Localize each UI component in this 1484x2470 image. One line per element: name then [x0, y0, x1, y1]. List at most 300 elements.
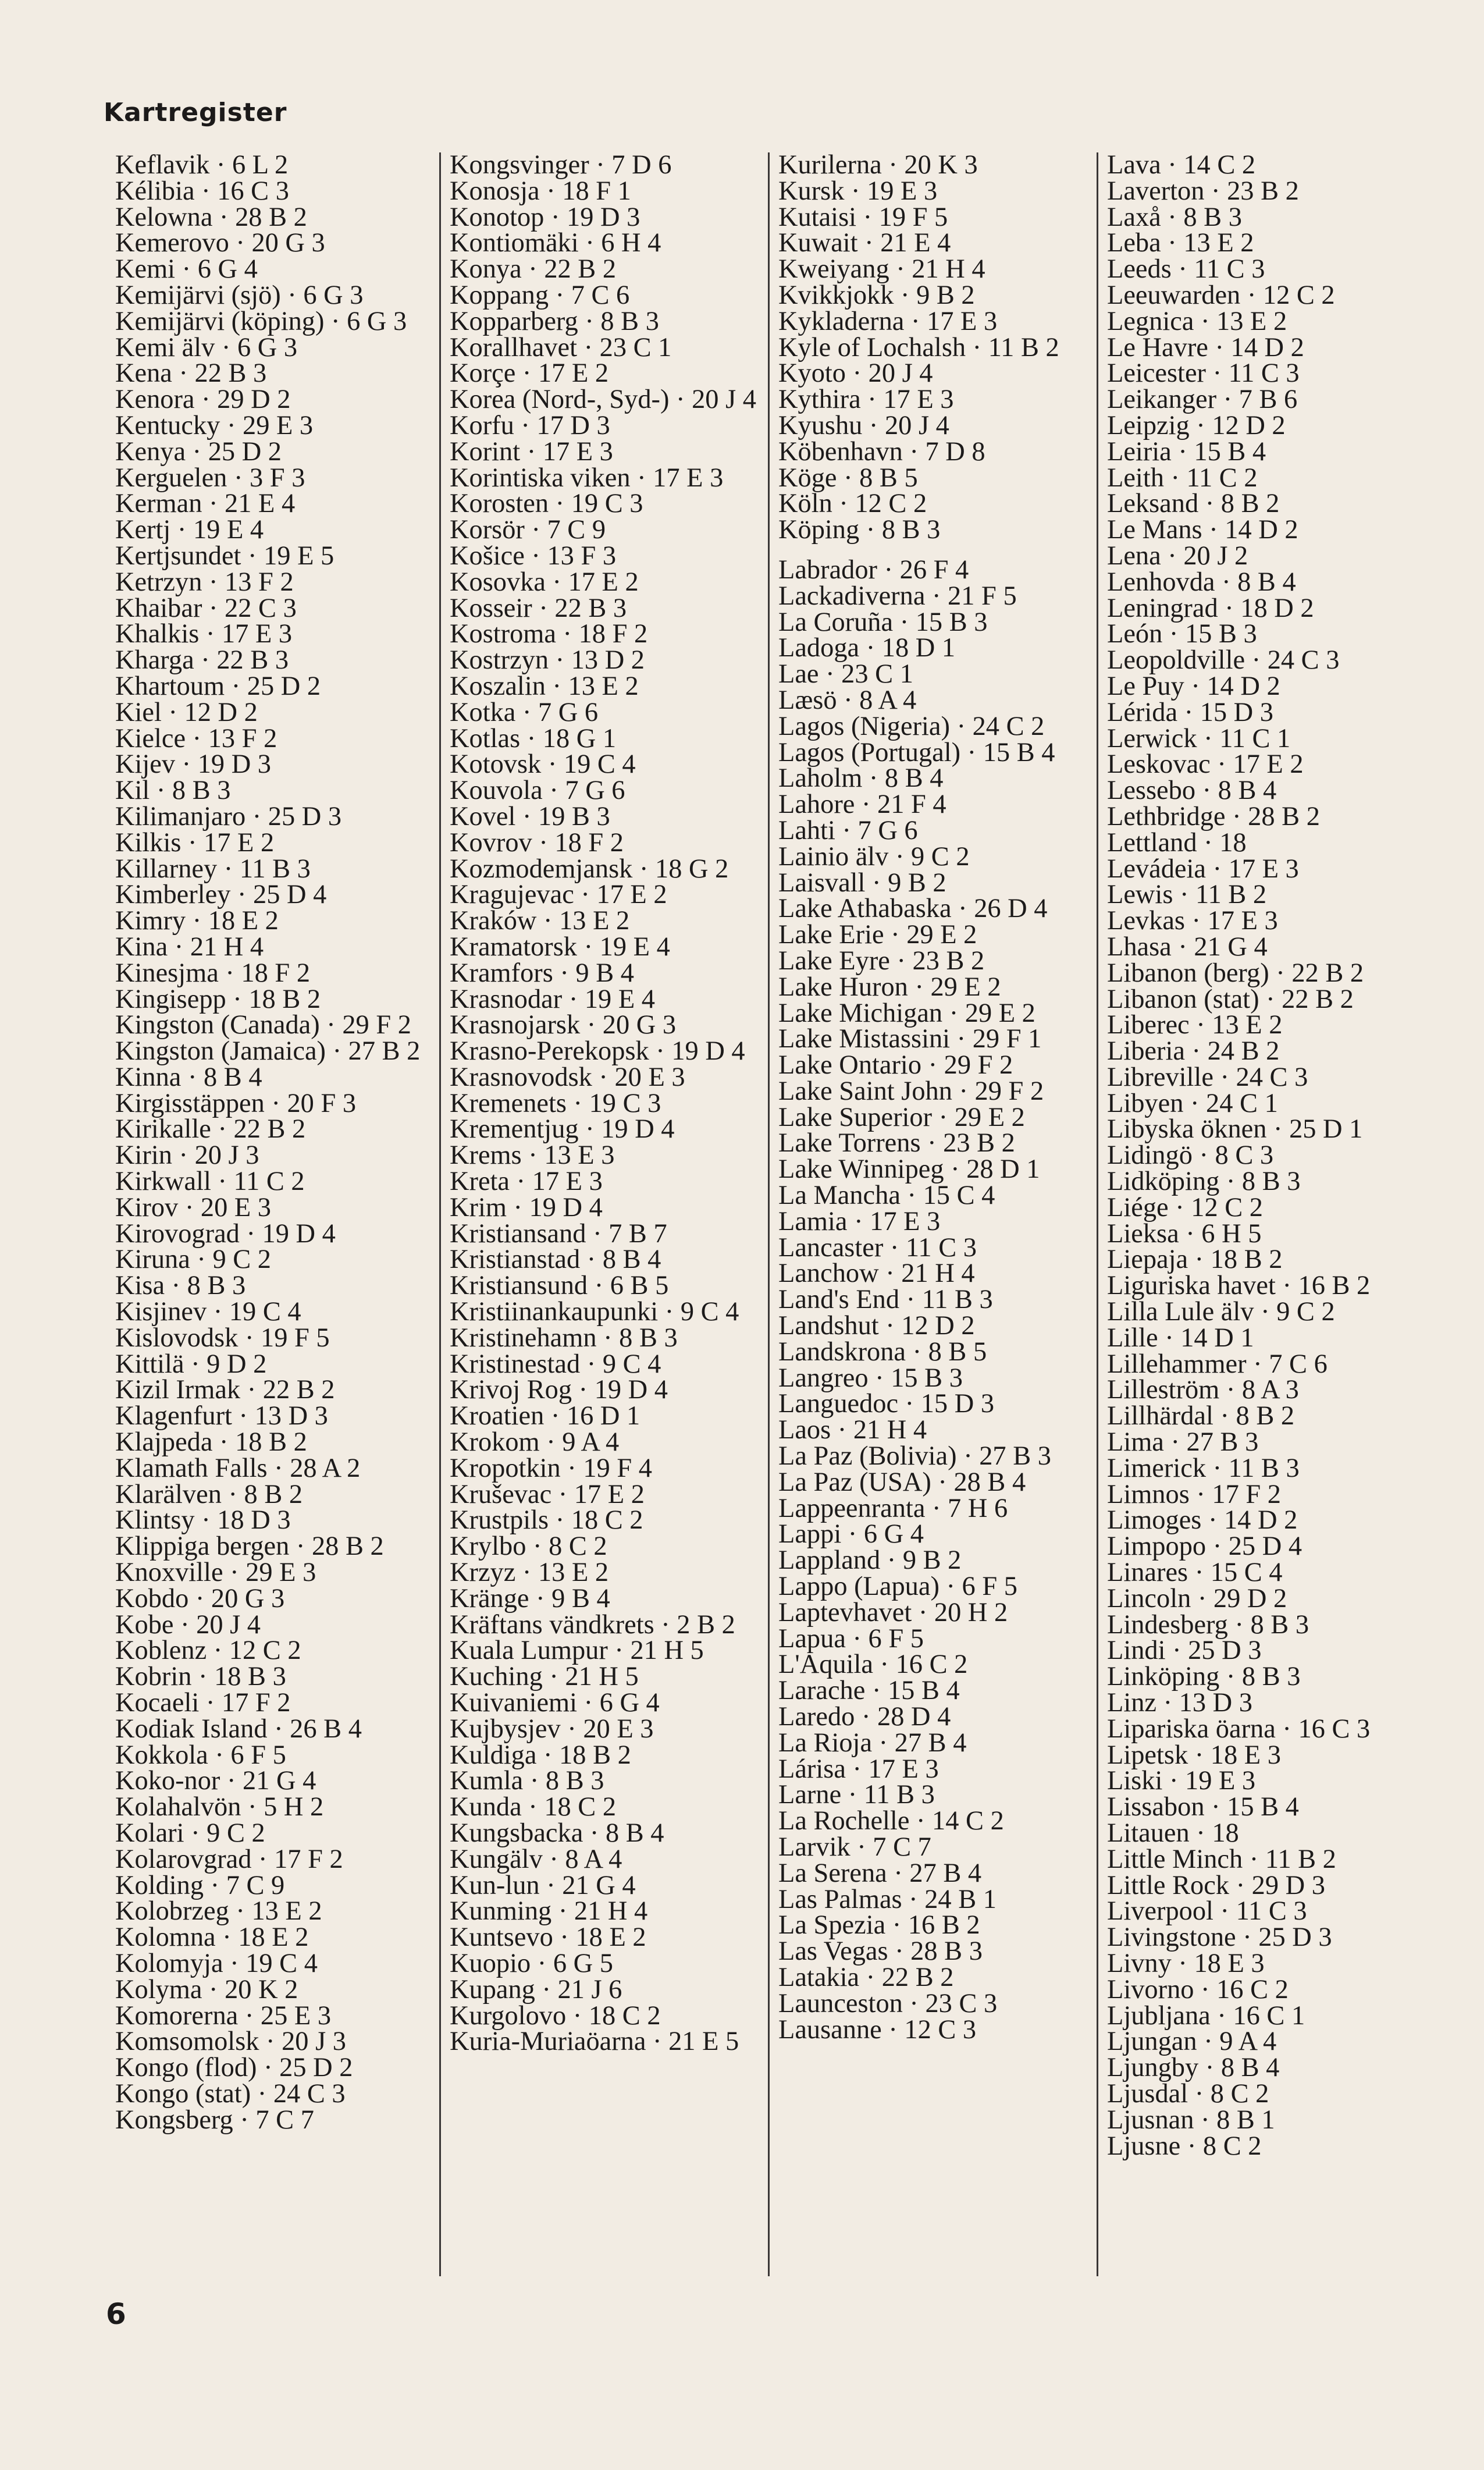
index-entry: Kingisepp · 18 B 2: [115, 984, 321, 1014]
index-entry: Kremenets · 19 C 3: [450, 1088, 661, 1118]
index-entry: Kotka · 7 G 6: [450, 697, 599, 727]
index-entry: Le Havre · 14 D 2: [1107, 332, 1304, 362]
index-entry: Kokkola · 6 F 5: [115, 1740, 286, 1770]
index-entry: Krasnovodsk · 20 E 3: [450, 1062, 685, 1092]
index-entry: Krementjug · 19 D 4: [450, 1114, 675, 1145]
index-entry: Kobrin · 18 B 3: [115, 1662, 286, 1692]
index-entry: Kisjinev · 19 C 4: [115, 1297, 301, 1327]
index-column-3: [778, 152, 1092, 2043]
index-entry: Kongo (stat) · 24 C 3: [115, 2078, 346, 2109]
index-entry: Kopparberg · 8 B 3: [450, 306, 659, 336]
index-entry: Lappo (Lapua) · 6 F 5: [778, 1572, 1017, 1602]
index-entry: Kilimanjaro · 25 D 3: [115, 801, 342, 831]
index-entry: Korfu · 17 D 3: [450, 410, 610, 440]
index-entry: Konosja · 18 F 1: [450, 176, 631, 206]
index-entry: Laxå · 8 B 3: [1107, 202, 1242, 232]
index-entry: Lake Ontario · 29 F 2: [778, 1050, 1013, 1081]
index-entry: Kvikkjokk · 9 B 2: [778, 280, 975, 310]
index-entry: Köge · 8 B 5: [778, 463, 918, 493]
index-entry: Klagenfurt · 13 D 3: [115, 1401, 328, 1431]
index-entry: Kristiansund · 6 B 5: [450, 1271, 669, 1301]
index-entry: Latakia · 22 B 2: [778, 1962, 954, 1992]
index-entry: Kielce · 13 F 2: [115, 723, 277, 754]
index-entry: Khartoum · 25 D 2: [115, 671, 321, 701]
index-entry: Kostrzyn · 13 D 2: [450, 645, 645, 676]
index-entry: Lessebo · 8 B 4: [1107, 776, 1277, 806]
index-entry: Konotop · 19 D 3: [450, 202, 640, 232]
index-entry: Kolomna · 18 E 2: [115, 1922, 309, 1953]
index-entry: Kemi älv · 6 G 3: [115, 332, 298, 362]
index-entry: Lhasa · 21 G 4: [1107, 932, 1268, 962]
index-entry: Kittilä · 9 D 2: [115, 1349, 267, 1379]
index-entry: Kil · 8 B 3: [115, 776, 231, 806]
index-entry: Lappland · 9 B 2: [778, 1545, 962, 1576]
index-entry: Kemi · 6 G 4: [115, 254, 258, 285]
index-entry: Kruševac · 17 E 2: [450, 1479, 645, 1509]
index-entry: Krustpils · 18 C 2: [450, 1505, 643, 1536]
index-entry: Kyushu · 20 J 4: [778, 410, 949, 440]
index-column-4: [1107, 152, 1421, 2159]
index-entry: Kemijärvi (sjö) · 6 G 3: [115, 280, 364, 310]
index-entry: Kolomyja · 19 C 4: [115, 1948, 318, 1978]
index-entry: Kirov · 20 E 3: [115, 1192, 271, 1222]
index-entry: Lille · 14 D 1: [1107, 1323, 1254, 1353]
index-entry: Kweiyang · 21 H 4: [778, 254, 985, 285]
column-divider: [1097, 152, 1098, 2276]
index-entry: Læsö · 8 A 4: [778, 685, 917, 715]
index-entry: Lappi · 6 G 4: [778, 1519, 924, 1549]
index-entry: Kerguelen · 3 F 3: [115, 463, 305, 493]
index-entry: Kisa · 8 B 3: [115, 1271, 246, 1301]
index-entry: Kiruna · 9 C 2: [115, 1245, 271, 1275]
index-entry: Klintsy · 18 D 3: [115, 1505, 291, 1536]
index-entry: Kertjsundet · 19 E 5: [115, 541, 334, 571]
index-entry: Lake Mistassini · 29 F 1: [778, 1024, 1042, 1054]
index-entry: Lagos (Nigeria) · 24 C 2: [778, 711, 1045, 741]
index-entry: Kobdo · 20 G 3: [115, 1583, 285, 1614]
index-entry: Kosovka · 17 E 2: [450, 567, 639, 597]
index-entry: Kungsbacka · 8 B 4: [450, 1818, 664, 1848]
index-entry: Kyle of Lochalsh · 11 B 2: [778, 332, 1059, 362]
index-entry: Klajpeda · 18 B 2: [115, 1427, 307, 1458]
index-entry: Lake Erie · 29 E 2: [778, 920, 977, 950]
index-entry: Köping · 8 B 3: [778, 515, 941, 545]
index-entry: Lewis · 11 B 2: [1107, 880, 1267, 910]
index-entry: Leiria · 15 B 4: [1107, 436, 1266, 467]
index-entry: La Mancha · 15 C 4: [778, 1181, 995, 1211]
index-entry: Kentucky · 29 E 3: [115, 410, 314, 440]
index-entry: Lapua · 6 F 5: [778, 1623, 924, 1654]
index-entry: Laisvall · 9 B 2: [778, 868, 946, 898]
index-entry: Liski · 19 E 3: [1107, 1766, 1256, 1796]
index-entry: Kolahalvön · 5 H 2: [115, 1792, 324, 1822]
index-entry: Korsör · 7 C 9: [450, 515, 606, 545]
index-entry: Launceston · 23 C 3: [778, 1988, 998, 2018]
index-entry: Korallhavet · 23 C 1: [450, 332, 672, 362]
index-entry: Kenora · 29 D 2: [115, 385, 291, 415]
index-entry: Koppang · 7 C 6: [450, 280, 630, 310]
index-entry: Lahti · 7 G 6: [778, 815, 918, 845]
index-entry: Lérida · 15 D 3: [1107, 697, 1273, 727]
index-entry: Knoxville · 29 E 3: [115, 1558, 316, 1588]
index-entry: Landshut · 12 D 2: [778, 1311, 975, 1341]
index-entry: Krasnodar · 19 E 4: [450, 984, 655, 1014]
index-entry: Liberia · 24 B 2: [1107, 1036, 1280, 1067]
index-entry: Köln · 12 C 2: [778, 489, 927, 519]
index-entry: León · 15 B 3: [1107, 619, 1257, 649]
index-entry: Kolari · 9 C 2: [115, 1818, 265, 1848]
index-entry: Liverpool · 11 C 3: [1107, 1896, 1307, 1927]
index-entry: Leopoldville · 24 C 3: [1107, 645, 1340, 676]
index-entry: Koszalin · 13 E 2: [450, 671, 639, 701]
index-entry: Kirin · 20 J 3: [115, 1140, 259, 1171]
index-entry: Lincoln · 29 D 2: [1107, 1583, 1287, 1614]
index-entry: Leba · 13 E 2: [1107, 228, 1254, 258]
index-entry: Ljusne · 8 C 2: [1107, 2131, 1262, 2161]
index-entry: Kuldiga · 18 B 2: [450, 1740, 631, 1770]
index-entry: Kosseir · 22 B 3: [450, 593, 627, 623]
index-entry: Krokom · 9 A 4: [450, 1427, 620, 1458]
index-entry: Limnos · 17 F 2: [1107, 1479, 1281, 1509]
index-entry: Lake Eyre · 23 B 2: [778, 946, 985, 976]
index-entry: La Paz (USA) · 28 B 4: [778, 1467, 1026, 1497]
index-entry: Lena · 20 J 2: [1107, 541, 1248, 571]
index-entry: La Coruña · 15 B 3: [778, 607, 988, 637]
index-entry: Lagos (Portugal) · 15 B 4: [778, 737, 1055, 767]
index-entry: Larvik · 7 C 7: [778, 1832, 931, 1862]
index-entry: Korçe · 17 E 2: [450, 358, 609, 389]
index-entry: Libanon (stat) · 22 B 2: [1107, 984, 1354, 1014]
index-entry: Kristiansand · 7 B 7: [450, 1218, 667, 1249]
index-entry: Krylbo · 8 C 2: [450, 1531, 607, 1562]
index-entry: Kurgolovo · 18 C 2: [450, 2000, 661, 2031]
index-entry: Lieksa · 6 H 5: [1107, 1218, 1262, 1249]
index-entry: Kirgisstäppen · 20 F 3: [115, 1088, 357, 1118]
index-entry: Libyen · 24 C 1: [1107, 1088, 1278, 1118]
index-entry: Korint · 17 E 3: [450, 436, 613, 467]
index-entry: Kuivaniemi · 6 G 4: [450, 1688, 660, 1718]
index-entry: Libyska öknen · 25 D 1: [1107, 1114, 1363, 1145]
index-entry: Limoges · 14 D 2: [1107, 1505, 1298, 1536]
index-entry: Khalkis · 17 E 3: [115, 619, 293, 649]
index-entry: Kuala Lumpur · 21 H 5: [450, 1636, 704, 1666]
index-entry: Korosten · 19 C 3: [450, 489, 643, 519]
index-entry: Kizil Irmak · 22 B 2: [115, 1375, 335, 1405]
index-entry: Litauen · 18: [1107, 1818, 1239, 1848]
column-divider: [439, 152, 441, 2276]
index-entry: Livny · 18 E 3: [1107, 1948, 1265, 1978]
index-entry: Koblenz · 12 C 2: [115, 1636, 301, 1666]
index-entry: Kythira · 17 E 3: [778, 385, 954, 415]
index-entry: Kumla · 8 B 3: [450, 1766, 604, 1796]
column-divider: [768, 152, 770, 2276]
index-entry: Kinesjma · 18 F 2: [115, 958, 311, 988]
index-entry: Kolyma · 20 K 2: [115, 1974, 298, 2005]
index-entry: Kenya · 25 D 2: [115, 436, 282, 467]
index-entry: Kislovodsk · 19 F 5: [115, 1323, 330, 1353]
index-entry: Kykladerna · 17 E 3: [778, 306, 998, 336]
index-entry: Kurilerna · 20 K 3: [778, 150, 978, 180]
index-entry: Ljusnan · 8 B 1: [1107, 2105, 1275, 2135]
index-entry: La Serena · 27 B 4: [778, 1858, 982, 1888]
index-entry: Kovrov · 18 F 2: [450, 827, 624, 858]
index-entry: Kuopio · 6 G 5: [450, 1948, 613, 1978]
index-entry: Ljungby · 8 B 4: [1107, 2053, 1280, 2083]
index-entry: Livorno · 16 C 2: [1107, 1974, 1289, 2005]
index-entry: Kimberley · 25 D 4: [115, 880, 327, 910]
index-entry: Libanon (berg) · 22 B 2: [1107, 958, 1364, 988]
index-entry: Landskrona · 8 B 5: [778, 1337, 987, 1367]
index-entry: Lahore · 21 F 4: [778, 790, 946, 820]
index-entry: Kroatien · 16 D 1: [450, 1401, 640, 1431]
index-entry: Las Palmas · 24 B 1: [778, 1884, 997, 1914]
index-entry: Lindi · 25 D 3: [1107, 1636, 1262, 1666]
index-entry: Le Mans · 14 D 2: [1107, 515, 1298, 545]
index-entry: Košice · 13 F 3: [450, 541, 617, 571]
index-entry: Kontiomäki · 6 H 4: [450, 228, 661, 258]
index-entry: Köbenhavn · 7 D 8: [778, 436, 985, 467]
index-entry: Khaibar · 22 C 3: [115, 593, 297, 623]
index-entry: Krim · 19 D 4: [450, 1192, 603, 1222]
index-entry: La Rochelle · 14 C 2: [778, 1806, 1004, 1836]
index-entry: Lindesberg · 8 B 3: [1107, 1609, 1309, 1640]
index-entry: Kolobrzeg · 13 E 2: [115, 1896, 322, 1927]
index-entry: Laredo · 28 D 4: [778, 1702, 951, 1732]
index-entry: Lava · 14 C 2: [1107, 150, 1256, 180]
index-entry: Le Puy · 14 D 2: [1107, 671, 1280, 701]
index-entry: Kingston (Jamaica) · 27 B 2: [115, 1036, 421, 1067]
index-column-2: [450, 152, 764, 2055]
index-entry: Laos · 21 H 4: [778, 1415, 927, 1445]
index-entry: Kursk · 19 E 3: [778, 176, 938, 206]
index-entry: Ladoga · 18 D 1: [778, 633, 956, 663]
index-entry: Kramfors · 9 B 4: [450, 958, 634, 988]
index-entry: Kimry · 18 E 2: [115, 906, 279, 936]
index-entry: Kragujevac · 17 E 2: [450, 880, 667, 910]
index-entry: Lilla Lule älv · 9 C 2: [1107, 1297, 1335, 1327]
index-entry: Kristinestad · 9 C 4: [450, 1349, 661, 1379]
index-entry: Langreo · 15 B 3: [778, 1363, 963, 1393]
index-entry: Kolarovgrad · 17 F 2: [115, 1844, 343, 1874]
index-entry: Liepaja · 18 B 2: [1107, 1245, 1283, 1275]
index-entry: Ketrzyn · 13 F 2: [115, 567, 294, 597]
index-entry: Kolding · 7 C 9: [115, 1870, 285, 1900]
index-entry: Liberec · 13 E 2: [1107, 1010, 1283, 1040]
index-entry: Legnica · 13 E 2: [1107, 306, 1287, 336]
index-entry: Koko-nor · 21 G 4: [115, 1766, 316, 1796]
index-entry: Kemijärvi (köping) · 6 G 3: [115, 306, 407, 336]
index-entry: Komsomolsk · 20 J 3: [115, 2027, 346, 2057]
index-entry: Kinna · 8 B 4: [115, 1062, 262, 1092]
index-entry: Leikanger · 7 B 6: [1107, 385, 1298, 415]
index-entry: Leeds · 11 C 3: [1107, 254, 1265, 285]
index-entry: Kena · 22 B 3: [115, 358, 267, 389]
index-entry: Kongo (flod) · 25 D 2: [115, 2053, 353, 2083]
index-entry: Lamia · 17 E 3: [778, 1206, 941, 1236]
index-entry: Kina · 21 H 4: [115, 932, 264, 962]
index-entry: Kupang · 21 J 6: [450, 1974, 622, 2005]
index-entry: Leipzig · 12 D 2: [1107, 410, 1286, 440]
index-entry: Kraków · 13 E 2: [450, 906, 630, 936]
index-column-1: [115, 152, 429, 2134]
index-entry: Lake Athabaska · 26 D 4: [778, 894, 1048, 924]
index-entry: Kemerovo · 20 G 3: [115, 228, 325, 258]
index-entry: Kelowna · 28 B 2: [115, 202, 307, 232]
index-entry: Leith · 11 C 2: [1107, 463, 1258, 493]
index-entry: Kunming · 21 H 4: [450, 1896, 648, 1927]
index-entry: Lake Michigan · 29 E 2: [778, 998, 1035, 1028]
index-entry: Konya · 22 B 2: [450, 254, 617, 285]
index-entry: Klamath Falls · 28 A 2: [115, 1453, 361, 1483]
index-entry: Keflavik · 6 L 2: [115, 150, 289, 180]
index-entry: Kerman · 21 E 4: [115, 489, 296, 519]
index-entry: Lidköping · 8 B 3: [1107, 1167, 1301, 1197]
index-entry: Kreta · 17 E 3: [450, 1167, 603, 1197]
index-entry: Lethbridge · 28 B 2: [1107, 801, 1320, 831]
index-entry: Lae · 23 C 1: [778, 659, 913, 690]
index-entry: La Paz (Bolivia) · 27 B 3: [778, 1441, 1051, 1472]
index-entry: Krasnojarsk · 20 G 3: [450, 1010, 677, 1040]
index-entry: Kingston (Canada) · 29 F 2: [115, 1010, 411, 1040]
index-entry: Korea (Nord-, Syd-) · 20 J 4: [450, 385, 756, 415]
index-entry: Ljusdal · 8 C 2: [1107, 2078, 1269, 2109]
index-entry: Lainio älv · 9 C 2: [778, 841, 970, 872]
index-entry: Laverton · 23 B 2: [1107, 176, 1299, 206]
index-entry: Lárisa · 17 E 3: [778, 1754, 939, 1784]
index-entry: Kertj · 19 E 4: [115, 515, 264, 545]
index-entry: Kirovograd · 19 D 4: [115, 1218, 336, 1249]
index-entry: Little Rock · 29 D 3: [1107, 1870, 1325, 1900]
index-entry: Laholm · 8 B 4: [778, 763, 944, 794]
index-entry: Larache · 15 B 4: [778, 1676, 960, 1706]
index-entry: Lilleström · 8 A 3: [1107, 1375, 1299, 1405]
index-entry: Kotlas · 18 G 1: [450, 723, 617, 754]
index-entry: Little Minch · 11 B 2: [1107, 1844, 1336, 1874]
index-entry: Kristianstad · 8 B 4: [450, 1245, 661, 1275]
index-entry: Kharga · 22 B 3: [115, 645, 289, 676]
index-entry: Leskovac · 17 E 2: [1107, 749, 1304, 780]
index-entry: Lenhovda · 8 B 4: [1107, 567, 1296, 597]
index-entry: Levkas · 17 E 3: [1107, 906, 1278, 936]
index-entry: Lissabon · 15 B 4: [1107, 1792, 1299, 1822]
index-entry: Kongsberg · 7 C 7: [115, 2105, 314, 2135]
index-entry: Kränge · 9 B 4: [450, 1583, 610, 1614]
index-entry: Limerick · 11 B 3: [1107, 1453, 1300, 1483]
index-entry: Krasno-Perekopsk · 19 D 4: [450, 1036, 745, 1067]
index-entry: Laptevhavet · 20 H 2: [778, 1597, 1008, 1627]
index-entry: Languedoc · 15 D 3: [778, 1389, 995, 1419]
index-entry: Leksand · 8 B 2: [1107, 489, 1280, 519]
index-entry: Linz · 13 D 3: [1107, 1688, 1252, 1718]
index-entry: Kungälv · 8 A 4: [450, 1844, 622, 1874]
index-entry: Kristiinankaupunki · 9 C 4: [450, 1297, 739, 1327]
index-entry: L'Aquila · 16 C 2: [778, 1650, 968, 1680]
index-entry: Kirkwall · 11 C 2: [115, 1167, 305, 1197]
index-entry: Lanchow · 21 H 4: [778, 1259, 975, 1289]
index-entry: Labrador · 26 F 4: [778, 555, 969, 585]
index-entry: Lappeenranta · 7 H 6: [778, 1493, 1008, 1523]
index-entry: Kramatorsk · 19 E 4: [450, 932, 670, 962]
index-entry: Larne · 11 B 3: [778, 1780, 935, 1810]
index-entry: Lausanne · 12 C 3: [778, 2014, 977, 2045]
page-header: Kartregister: [104, 98, 287, 127]
index-entry: Lancaster · 11 C 3: [778, 1232, 977, 1263]
index-entry: Kobe · 20 J 4: [115, 1609, 261, 1640]
index-entry: Kijev · 19 D 3: [115, 749, 271, 780]
index-entry: Kuntsevo · 18 E 2: [450, 1922, 646, 1953]
index-entry: Liége · 12 C 2: [1107, 1192, 1263, 1222]
index-entry: Killarney · 11 B 3: [115, 854, 311, 884]
index-entry: Leicester · 11 C 3: [1107, 358, 1300, 389]
index-entry: Korintiska viken · 17 E 3: [450, 463, 724, 493]
index-entry: Kuching · 21 H 5: [450, 1662, 639, 1692]
index-entry: Lillehammer · 7 C 6: [1107, 1349, 1328, 1379]
index-entry: Limpopo · 25 D 4: [1107, 1531, 1302, 1562]
index-entry: Lake Huron · 29 E 2: [778, 972, 1001, 1002]
index-entry: Kun-lun · 21 G 4: [450, 1870, 636, 1900]
index-entry: Kujbysjev · 20 E 3: [450, 1714, 654, 1744]
index-entry: Krzyz · 13 E 2: [450, 1558, 609, 1588]
index-entry: Kyoto · 20 J 4: [778, 358, 933, 389]
index-entry: Lettland · 18: [1107, 827, 1247, 858]
index-entry: Linköping · 8 B 3: [1107, 1662, 1301, 1692]
index-entry: Kodiak Island · 26 B 4: [115, 1714, 362, 1744]
index-entry: Kocaeli · 17 F 2: [115, 1688, 291, 1718]
index-entry: Ljubljana · 16 C 1: [1107, 2000, 1305, 2031]
index-entry: Kunda · 18 C 2: [450, 1792, 617, 1822]
index-entry: Libreville · 24 C 3: [1107, 1062, 1308, 1092]
index-entry: Klippiga bergen · 28 B 2: [115, 1531, 384, 1562]
index-entry: Kutaisi · 19 F 5: [778, 202, 948, 232]
index-entry: Lackadiverna · 21 F 5: [778, 581, 1017, 611]
index-entry: Kélibia · 16 C 3: [115, 176, 289, 206]
index-entry: Leningrad · 18 D 2: [1107, 593, 1314, 623]
index-entry: Kouvola · 7 G 6: [450, 776, 625, 806]
index-entry: Levádeia · 17 E 3: [1107, 854, 1299, 884]
page-number: 6: [106, 2297, 126, 2331]
index-entry: Kovel · 19 B 3: [450, 801, 610, 831]
index-entry: Krivoj Rog · 19 D 4: [450, 1375, 668, 1405]
index-entry: Lake Winnipeg · 28 D 1: [778, 1154, 1040, 1185]
index-entry: Lipariska öarna · 16 C 3: [1107, 1714, 1371, 1744]
index-entry: Lake Torrens · 23 B 2: [778, 1128, 1015, 1158]
index-entry: Land's End · 11 B 3: [778, 1285, 993, 1315]
index-entry: Lima · 27 B 3: [1107, 1427, 1259, 1458]
index-entry: Lillhärdal · 8 B 2: [1107, 1401, 1295, 1431]
index-entry: Liguriska havet · 16 B 2: [1107, 1271, 1371, 1301]
index-entry: La Spezia · 16 B 2: [778, 1910, 980, 1941]
index-entry: Lake Superior · 29 E 2: [778, 1102, 1025, 1132]
index-entry: Kilkis · 17 E 2: [115, 827, 275, 858]
index-entry: Lidingö · 8 C 3: [1107, 1140, 1274, 1171]
index-entry: Kotovsk · 19 C 4: [450, 749, 636, 780]
index-entry: La Rioja · 27 B 4: [778, 1728, 967, 1758]
index-entry: Lipetsk · 18 E 3: [1107, 1740, 1281, 1770]
index-entry: Kozmodemjansk · 18 G 2: [450, 854, 729, 884]
index-entry: Kropotkin · 19 F 4: [450, 1453, 652, 1483]
index-entry: Kostroma · 18 F 2: [450, 619, 648, 649]
index-entry: Kristinehamn · 8 B 3: [450, 1323, 678, 1353]
index-entry: Las Vegas · 28 B 3: [778, 1936, 983, 1967]
index-entry: Klarälven · 8 B 2: [115, 1479, 303, 1509]
index-entry: Kräftans vändkrets · 2 B 2: [450, 1609, 735, 1640]
index-entry: Komorerna · 25 E 3: [115, 2000, 332, 2031]
index-entry: Kongsvinger · 7 D 6: [450, 150, 672, 180]
index-entry: Kirikalle · 22 B 2: [115, 1114, 306, 1145]
index-entry: Ljungan · 9 A 4: [1107, 2027, 1277, 2057]
index-entry: Livingstone · 25 D 3: [1107, 1922, 1332, 1953]
index-entry: Kuria-Muriaöarna · 21 E 5: [450, 2027, 739, 2057]
